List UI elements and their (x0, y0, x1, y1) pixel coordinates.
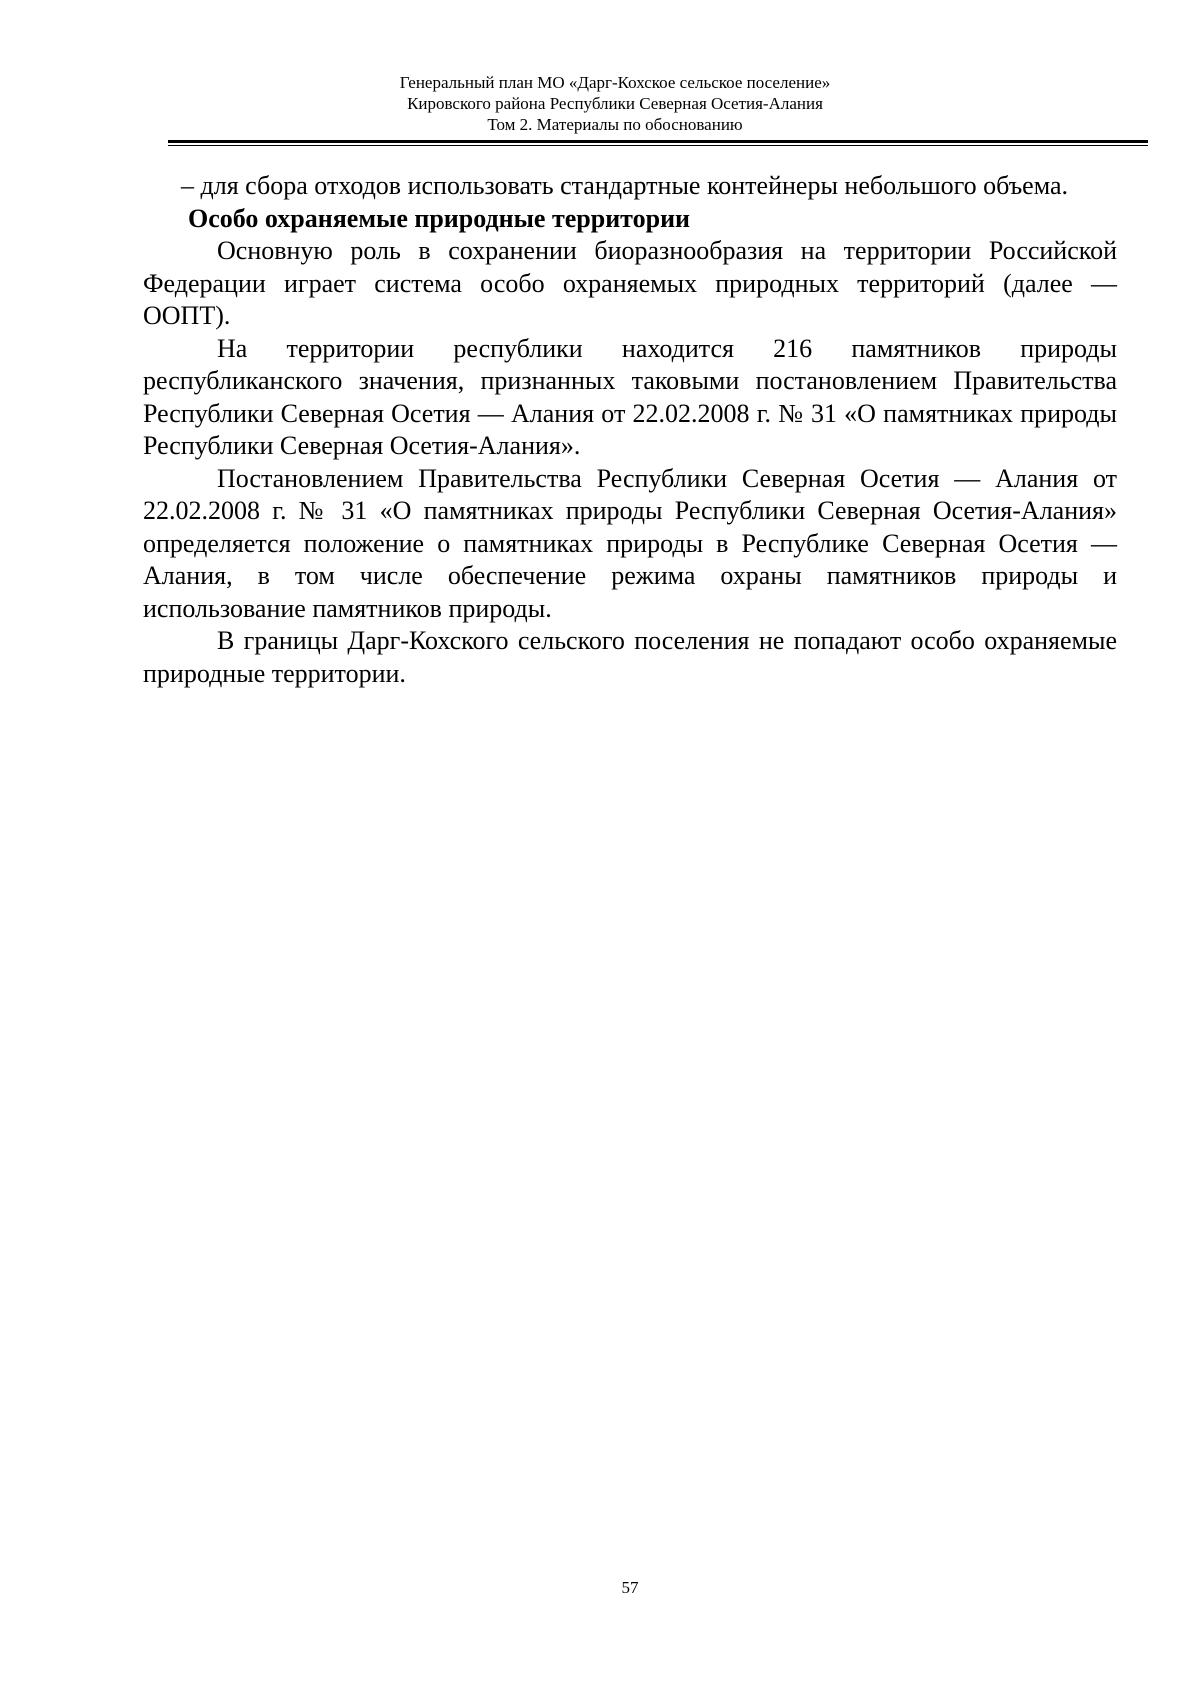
document-body (143, 170, 1117, 690)
header-divider-thick (168, 140, 1148, 143)
paragraph-settlement-boundaries: В границы Дарг-Кохского сельского поселения не попадают особо охраняемые природные территории. (143, 626, 1117, 688)
header-district: Кировского района Республики Северная Осетия-Алания (407, 94, 823, 113)
paragraph-waste-containers: – для сбора отходов использовать стандартные контейнеры небольшого объема. (181, 171, 1069, 200)
section-heading: Особо охраняемые природные территории (188, 203, 691, 233)
page-header (140, 72, 1090, 135)
header-divider-thin (168, 145, 1148, 146)
paragraph-nature-monuments: На территории республики находится 216 памятников природы республиканского значения, признанных таковыми постановлением Правительства Республики Северная Осетия — Алания от 22.02.2008 г. № 31 «О памятниках природы Республики Северная Осетия-Алания». (143, 333, 1117, 460)
paragraph-resolution: Постановлением Правительства Республики Северная Осетия — Алания от 22.02.2008 г. № 31 «О памятниках природы Республики Северная Осетия-Алания» определяется положение о памятниках природы в Республике Северная Осетия — Алания, в том числе обеспечение режима охраны памятников природы и использование памятников природы. (143, 463, 1117, 623)
paragraph-biodiversity: Основную роль в сохранении биоразнообразия на территории Российской Федерации играет система особо охраняемых природных территорий (далее — ООПТ). (143, 236, 1117, 330)
header-volume: Том 2. Материалы по обоснованию (487, 115, 743, 134)
header-title: Генеральный план МО «Дарг-Кохское сельское поселение» (399, 73, 831, 92)
page-number: 57 (621, 1578, 639, 1597)
